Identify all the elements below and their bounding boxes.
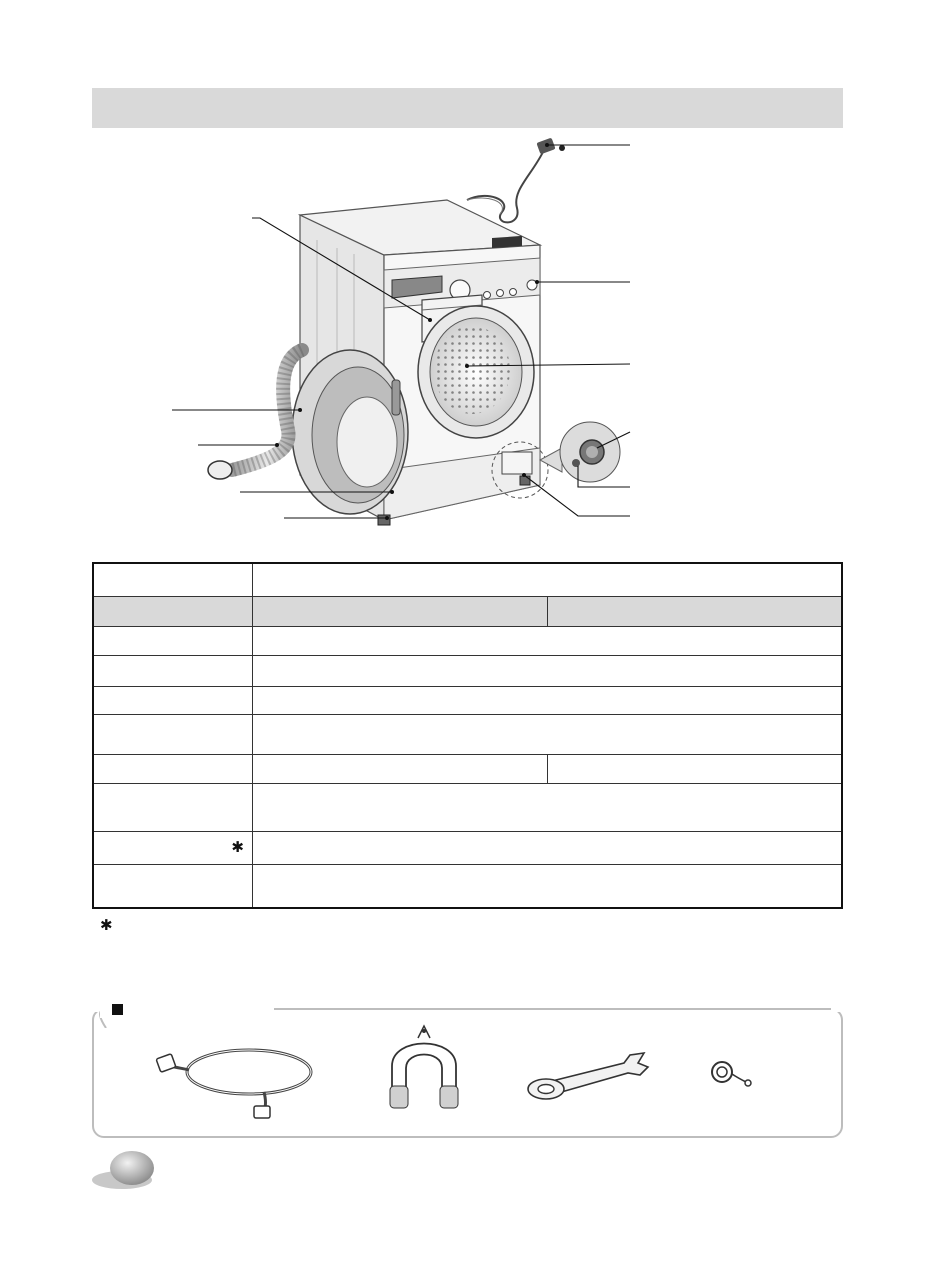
row-label: [93, 714, 253, 754]
row-value: [253, 686, 843, 714]
row-value: [547, 754, 842, 783]
door: [292, 350, 408, 514]
row-value: [253, 864, 843, 908]
row-value: [253, 563, 843, 596]
specification-table: [92, 562, 843, 909]
accessories-box: [92, 1008, 843, 1138]
table-row: [93, 714, 842, 754]
accessories-header: [100, 1000, 141, 1018]
row-value: [253, 754, 548, 783]
table-row: [93, 686, 842, 714]
inlet-hose-icon: [154, 1030, 324, 1122]
power-cord: [467, 138, 565, 223]
table-row: [93, 655, 842, 686]
accessories-box-top-line: [92, 1008, 843, 1028]
row-label: [93, 596, 253, 626]
footnote: [100, 916, 113, 934]
row-label: [93, 864, 253, 908]
footnote-asterisk: ✱: [100, 917, 113, 934]
hose-elbow-bracket-icon: [384, 1018, 464, 1114]
row-value: [253, 783, 843, 831]
row-label: [93, 686, 253, 714]
table-row: [93, 563, 842, 596]
table-row: [93, 783, 842, 831]
table-row: [93, 754, 842, 783]
row-value: [253, 655, 843, 686]
spanner-icon: [524, 1045, 664, 1105]
bullet-square-icon: [112, 1004, 123, 1015]
row-label: [93, 754, 253, 783]
asterisk-mark: ✱: [231, 839, 244, 856]
row-label: [93, 626, 253, 655]
row-value: [547, 596, 842, 626]
row-label: [93, 563, 253, 596]
section-title-bar: [92, 88, 843, 128]
row-value: [253, 831, 843, 864]
washing-machine-diagram: [92, 130, 843, 550]
row-label: [93, 655, 253, 686]
table-row: [93, 626, 842, 655]
row-value: [253, 596, 548, 626]
row-value: [253, 626, 843, 655]
table-row: [93, 596, 842, 626]
cap-plug-icon: [706, 1054, 756, 1094]
row-value: [253, 714, 843, 754]
table-row: [93, 831, 842, 864]
drain-hose: [208, 350, 302, 479]
table-row: [93, 864, 842, 908]
page-number-badge: [92, 1150, 156, 1190]
drum: [418, 306, 534, 438]
row-label-with-mark: [93, 831, 253, 864]
row-label: [93, 783, 253, 831]
